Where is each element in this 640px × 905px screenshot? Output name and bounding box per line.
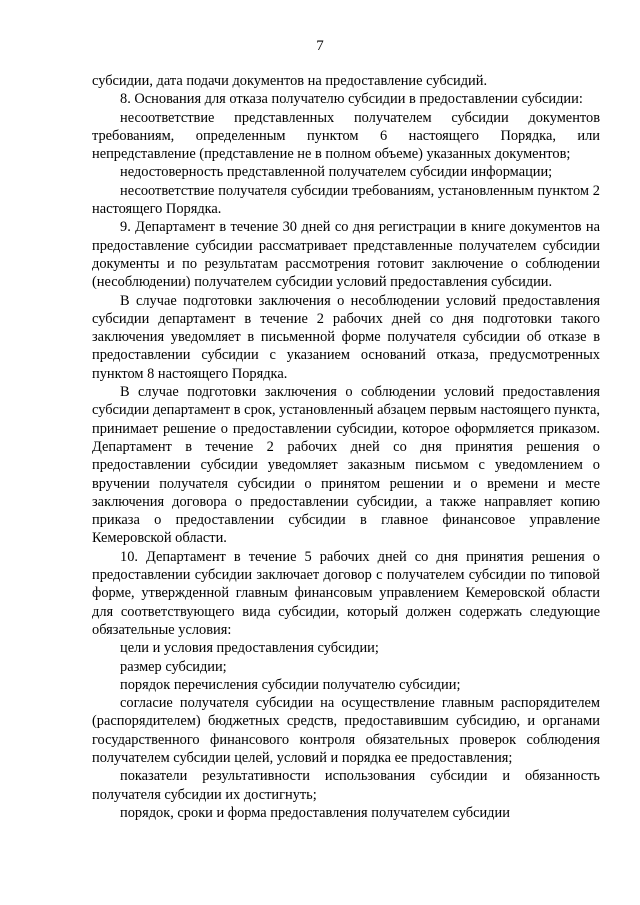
paragraph-item-10: 10. Департамент в течение 5 рабочих дней со дня принятия решения о предоставлении субсидии заключает договор с получателем субсидии по типовой форме, утвержденной главным финансовым управлением Кемеровской области для соответствующего вида субсидии, который должен содержать следующие обязательные условия: — [92, 548, 600, 638]
paragraph-item-8: 8. Основания для отказа получателю субсидии в предоставлении субсидии: — [120, 91, 583, 108]
paragraph-condition-reporting: порядок, сроки и форма предоставления получателем субсидии — [120, 804, 510, 821]
paragraph-reason-documents: несоответствие представленных получателем субсидии документов требованиям, определенным пунктом 6 настоящего Порядка, или непредставление (представление не в полном объеме) указанных документов; — [92, 109, 600, 163]
page-number: 7 — [316, 38, 324, 54]
paragraph-item-9: 9. Департамент в течение 30 дней со дня регистрации в книге документов на предоставление субсидии рассматривает представленные получателем субсидии документы и по результатам рассмотрения готовит заключение о соблюдении (несоблюдении) получателем субсидии условий предоставления субсидии. — [92, 219, 600, 291]
paragraph-approval-case: В случае подготовки заключения о соблюдении условий предоставления субсидии департамент в срок, установленный абзацем первым настоящего пункта, принимает решение о предоставлении субсидии, которое оформляется приказом. Департамент в течение 2 рабочих дней со дня принятия решения о предоставлении субсидии уведомляет заказным письмом с уведомлением о вручении получателя субсидии о принятом решении и о времени и месте заключения договора о предоставлении субсидии, а также направляет копию приказа о предоставлении субсидии в главное финансовое управление Кемеровской области. — [92, 384, 600, 547]
paragraph-condition-consent: согласие получателя субсидии на осуществление главным распорядителем (распорядителем) бюджетных средств, предоставившим субсидию, и органами государственного финансового контроля обязательных проверок соблюдения получателем субсидии целей, условий и порядка ее предоставления; — [92, 695, 600, 766]
paragraph-reason-requirements: несоответствие получателя субсидии требованиям, установленным пунктом 2 настоящего Порядка. — [92, 182, 600, 218]
document-body — [92, 72, 600, 822]
paragraph-continuation: субсидии, дата подачи документов на предоставление субсидий. — [92, 73, 488, 89]
paragraph-condition-amount: размер субсидии; — [120, 658, 227, 675]
paragraph-condition-goals: цели и условия предоставления субсидии; — [120, 640, 379, 657]
paragraph-condition-transfer: порядок перечисления субсидии получателю субсидии; — [120, 676, 461, 693]
paragraph-condition-indicators: показатели результативности использования субсидии и обязанность получателя субсидии их достигнуть; — [92, 768, 600, 803]
paragraph-refusal-case: В случае подготовки заключения о несоблюдении условий предоставления субсидии департамент в течение 2 рабочих дней со дня подготовки такого заключения уведомляет в письменной форме получателя субсидии об отказе в предоставлении субсидии с указанием оснований отказа, предусмотренных пунктом 8 настоящего Порядка. — [92, 292, 600, 382]
paragraph-reason-unreliable-info: недостоверность представленной получателем субсидии информации; — [120, 164, 553, 181]
